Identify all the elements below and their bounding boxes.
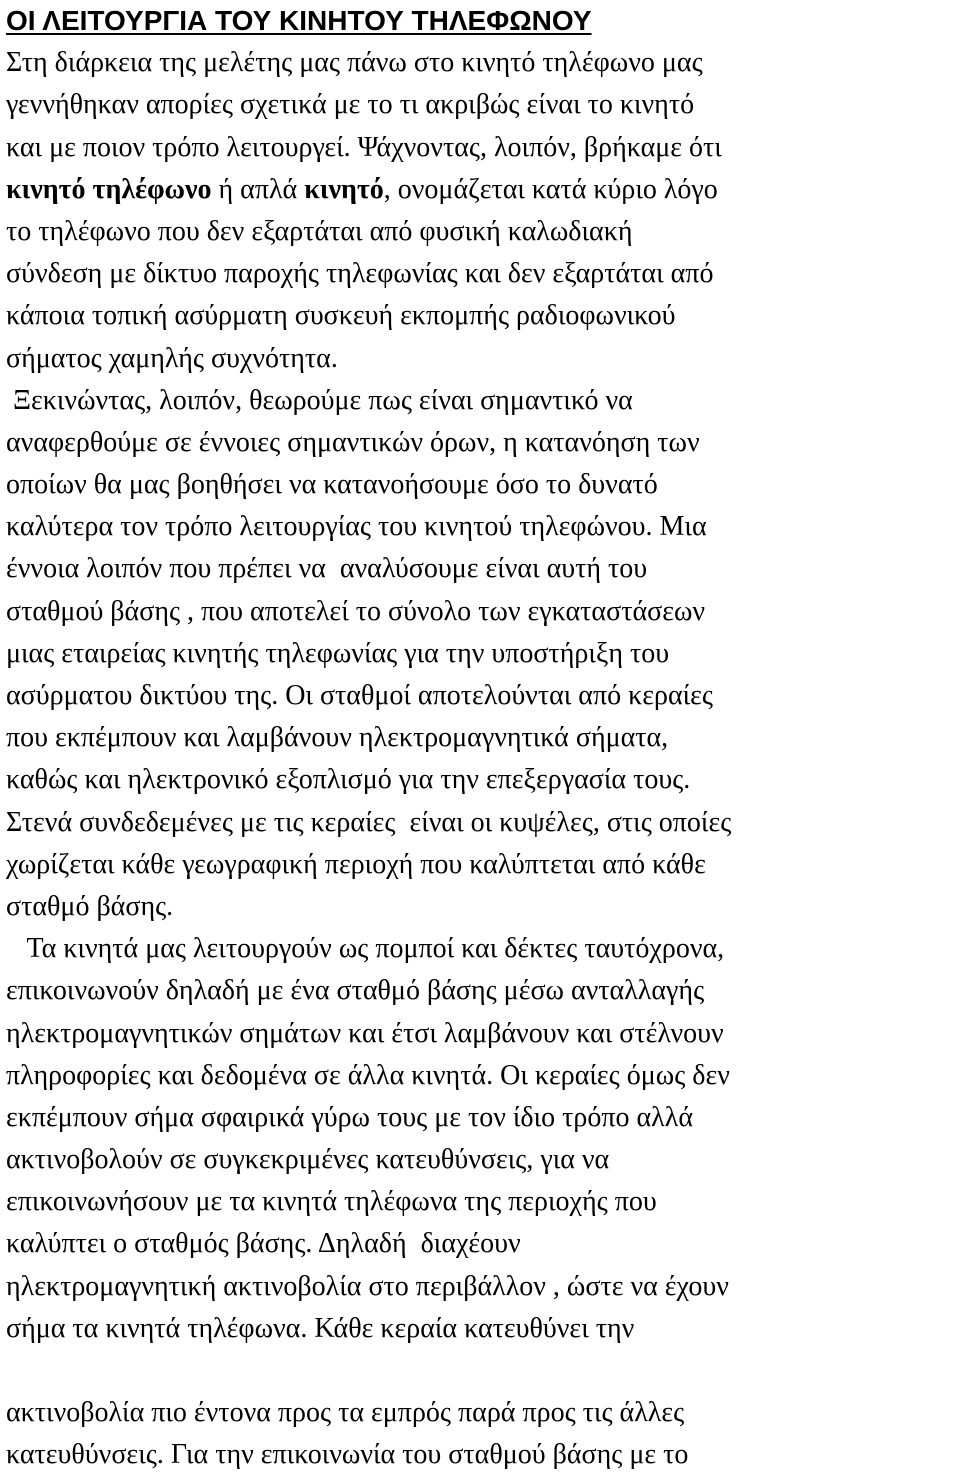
text-line-definition [6, 169, 956, 211]
text-line: και με ποιον τρόπο λειτουργεί. Ψάχνοντας, λοιπόν, βρήκαμε ότι [6, 131, 722, 163]
text-line: επικοινωνήσουν με τα κινητά τηλέφωνα της περιοχής που [6, 1186, 657, 1218]
text-line: αναφερθούμε σε έννοιες σημαντικών όρων, η κατανόηση των [6, 426, 700, 458]
text-line: Τα κινητά μας λειτουργούν ως πομποί και δέκτες ταυτόχρονα, [6, 933, 725, 965]
text-line: σήματος χαμηλής συχνότητα. [6, 342, 338, 374]
text-line: σταθμό βάσης. [6, 890, 174, 922]
text-line: καλύπτει ο σταθμός βάσης. Δηλαδή διαχέουν [6, 1228, 521, 1260]
text-line: έννοια λοιπόν που πρέπει να αναλύσουμε είναι αυτή του [6, 553, 648, 585]
text-line: που εκπέμπουν και λαμβάνουν ηλεκτρομαγνητικά σήματα, [6, 722, 669, 754]
text-line: οποίων θα μας βοηθήσει να κατανοήσουμε όσο το δυνατό [6, 469, 658, 501]
text-line: Ξεκινώντας, λοιπόν, θεωρούμε πως είναι σημαντικό να [6, 384, 633, 416]
text-line: μιας εταιρείας κινητής τηλεφωνίας για την υποστήριξη του [6, 637, 670, 669]
text-line: ηλεκτρομαγνητικών σημάτων και έτσι λαμβάνουν και στέλνουν [6, 1017, 724, 1049]
document-title: ΟΙ ΛΕΙΤΟΥΡΓΙΑ ΤΟΥ ΚΙΝΗΤΟΥ ΤΗΛΕΦΩΝΟΥ [6, 5, 592, 36]
text-line: σταθμού βάσης , που αποτελεί το σύνολο των εγκαταστάσεων [6, 595, 706, 627]
text-line: ασύρματου δικτύου της. Οι σταθμοί αποτελούνται από κεραίες [6, 680, 713, 711]
document-page [6, 0, 956, 1477]
blank-line [6, 1350, 956, 1392]
text-line: ηλεκτρομαγνητική ακτινοβολία στο περιβάλλον , ώστε να έχουν [6, 1270, 729, 1302]
text-line: ακτινοβολούν σε συγκεκριμένες κατευθύνσεις, για να [6, 1144, 610, 1176]
text-line: ακτινοβολία πιο έντονα προς τα εμπρός παρά προς τις άλλες [6, 1397, 685, 1429]
text-line: σήμα τα κινητά τηλέφωνα. Κάθε κεραία κατευθύνει την [6, 1312, 635, 1344]
text-line: εκπέμπουν σήμα σφαιρικά γύρω τους με τον ίδιο τρόπο αλλά [6, 1101, 693, 1133]
text-line: καθώς και ηλεκτρονικό εξοπλισμό για την επεξεργασία τους. [6, 764, 691, 796]
text-line: σύνδεση με δίκτυο παροχής τηλεφωνίας και δεν εξαρτάται από [6, 258, 714, 290]
text-fragment: ή απλά [211, 173, 305, 205]
text-line: επικοινωνούν δηλαδή με ένα σταθμό βάσης μέσω ανταλλαγής [6, 975, 705, 1007]
bold-term-mobile: κινητό [304, 173, 384, 205]
bold-term-mobile-phone: κινητό τηλέφωνο [6, 173, 212, 205]
text-fragment: , ονομάζεται κατά κύριο λόγο [383, 173, 718, 205]
text-line: χωρίζεται κάθε γεωγραφική περιοχή που καλύπτεται από κάθε [6, 848, 706, 880]
text-line: καλύτερα τον τρόπο λειτουργίας του κινητού τηλεφώνου. Μια [6, 511, 707, 543]
text-line: πληροφορίες και δεδομένα σε άλλα κινητά. Οι κεραίες όμως δεν [6, 1059, 730, 1091]
text-line: το τηλέφωνο που δεν εξαρτάται από φυσική καλωδιακή [6, 215, 633, 247]
text-line: κάποια τοπική ασύρματη συσκευή εκπομπής ραδιοφωνικού [6, 300, 676, 332]
text-line: Στενά συνδεδεμένες με τις κεραίες είναι οι κυψέλες, στις οποίες [6, 806, 732, 838]
text-line: Στη διάρκεια της μελέτης μας πάνω στο κινητό τηλέφωνο μας [6, 47, 703, 79]
text-line: κατευθύνσεις. Για την επικοινωνία του σταθμού βάσης με το [6, 1439, 689, 1471]
document-title-line [6, 0, 956, 42]
text-line: γεννήθηκαν απορίες σχετικά με το τι ακριβώς είναι το κινητό [6, 89, 695, 121]
